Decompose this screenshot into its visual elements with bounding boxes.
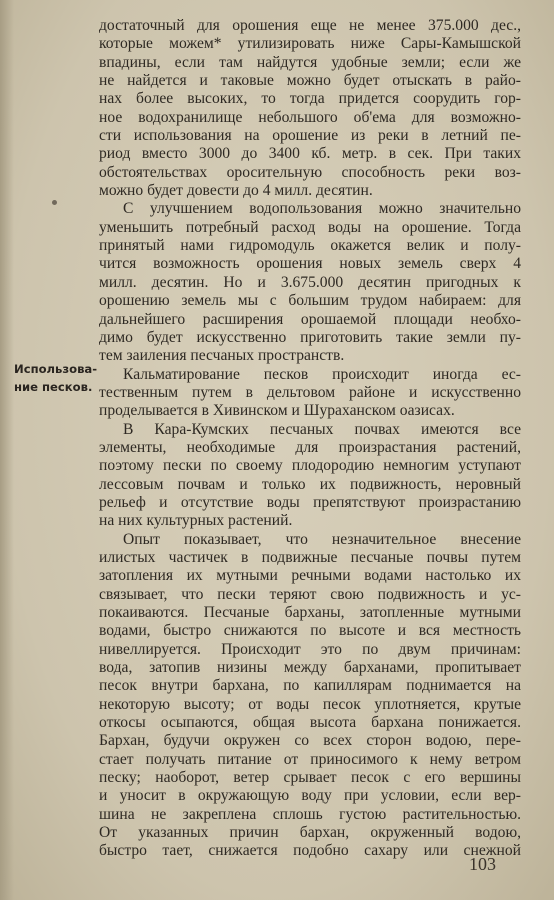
- text-line: сти использования на орошение из реки в летний пе-: [99, 127, 521, 145]
- text-line: и уносит в окружающую воду при условии, если вер-: [99, 787, 521, 805]
- text-line: От указанных причин бархан, окруженный водою,: [99, 824, 521, 842]
- text-line: на них культурных растений.: [99, 512, 293, 530]
- text-line: можно будет довести до 4 милл. десятин.: [99, 182, 373, 200]
- binding-shadow: [0, 0, 14, 900]
- text-line: впадины, если там найдутся удобные земли; если же: [99, 53, 521, 71]
- text-line: проделывается в Хивинском и Шураханском оазисах.: [99, 402, 455, 420]
- text-line: песку; наоборот, ветер срывает песок с его вершины: [99, 769, 521, 787]
- text-line: В Кара-Кумских песчаных почвах имеются все: [123, 420, 521, 438]
- text-line: чится возможность орошения новых земель сверх 4: [99, 255, 521, 273]
- text-line: тественным путем в дельтовом районе и искусственно: [99, 383, 521, 401]
- text-line: покаиваются. Песчаные барханы, затопленные мутными: [99, 604, 521, 621]
- text-line: рельеф и отсутствие воды препятствуют произрастанию: [99, 493, 521, 511]
- text-line: нивеллируется. Происходит это по двум причинам:: [99, 640, 521, 658]
- body-text: [99, 17, 521, 861]
- text-line: дальнейшего расширения орошаемой площади необхо-: [99, 310, 521, 328]
- text-line: шина не закреплена сплошь густою растительностью.: [99, 805, 521, 823]
- text-line: вода, затопив низины между барханами, пропитывает: [99, 659, 521, 677]
- text-line: Опыт показывает, что незначительное внесение: [123, 530, 521, 548]
- text-line: связывает, что пески теряют свою подвижность и ус-: [99, 585, 521, 603]
- text-line: Бархан, будучи окружен со всех сторон водою, пере-: [99, 732, 521, 750]
- margin-note: [14, 360, 98, 397]
- text-line: лессовым почвам и только их подвижность, неровный: [99, 475, 521, 493]
- text-line: илистых частичек в подвижные песчаные почвы путем: [99, 548, 521, 566]
- text-line: ное водохранилище небольшого об'ема для возможно-: [99, 108, 521, 126]
- text-line: тем заиления песчаных пространств.: [99, 347, 345, 365]
- text-line: Кальматирование песков происходит иногда ес-: [123, 365, 521, 383]
- text-line: С улучшением водопользования можно значительно: [123, 200, 521, 218]
- text-line: уменьшить потребный расход воды на орошение. Тогда: [99, 218, 521, 236]
- text-line: обстоятельствах оросительную способность реки воз-: [99, 163, 521, 181]
- text-line: не найдется и таковые можно будет отыскать в райо-: [99, 72, 521, 90]
- page-number: 103: [469, 854, 496, 874]
- text-line: димо будет искусственно приготовить такие земли пу-: [99, 328, 521, 346]
- text-line: откосы осыпаются, общая высота бархана понижается.: [99, 714, 521, 732]
- text-line: стает получать питание от приносимого к нему ветром: [99, 750, 521, 768]
- text-line: поэтому пески по своему плодородию немногим уступают: [99, 457, 521, 475]
- text-line: водами, быстро снижаются по высоте и вся местность: [99, 622, 521, 640]
- text-line: достаточный для орошения еще не менее 375.000 дес.,: [99, 17, 521, 34]
- text-line: риод вместо 3000 до 3400 кб. метр. в сек. При таких: [99, 145, 521, 163]
- text-line: некоторую высоту; от воды песок уплотняется, крутые: [99, 695, 521, 713]
- margin-note-line: ние песков.: [14, 380, 93, 395]
- text-line: орошению земель мы с большим трудом набираем: для: [99, 292, 521, 310]
- text-line: элементы, необходимые для произрастания растений,: [99, 438, 521, 456]
- ink-mark: [52, 200, 57, 205]
- text-line: нах более высоких, то тогда придется соорудить гор-: [99, 90, 521, 108]
- text-line: песок внутри бархана, по капиллярам поднимается на: [99, 677, 521, 695]
- margin-note-line: Использова-: [14, 362, 98, 376]
- text-line: которые можем* утилизировать ниже Сары-Камышской: [99, 35, 521, 53]
- text-line: затопления их мутными речными водами настолько их: [99, 567, 521, 585]
- text-line: быстро тает, снижается подобно сахару или снежной: [99, 842, 521, 860]
- text-line: милл. десятин. Но и 3.675.000 десятин пригодных к: [99, 273, 521, 291]
- text-line: принятый нами гидромодуль окажется велик и полу-: [99, 237, 521, 255]
